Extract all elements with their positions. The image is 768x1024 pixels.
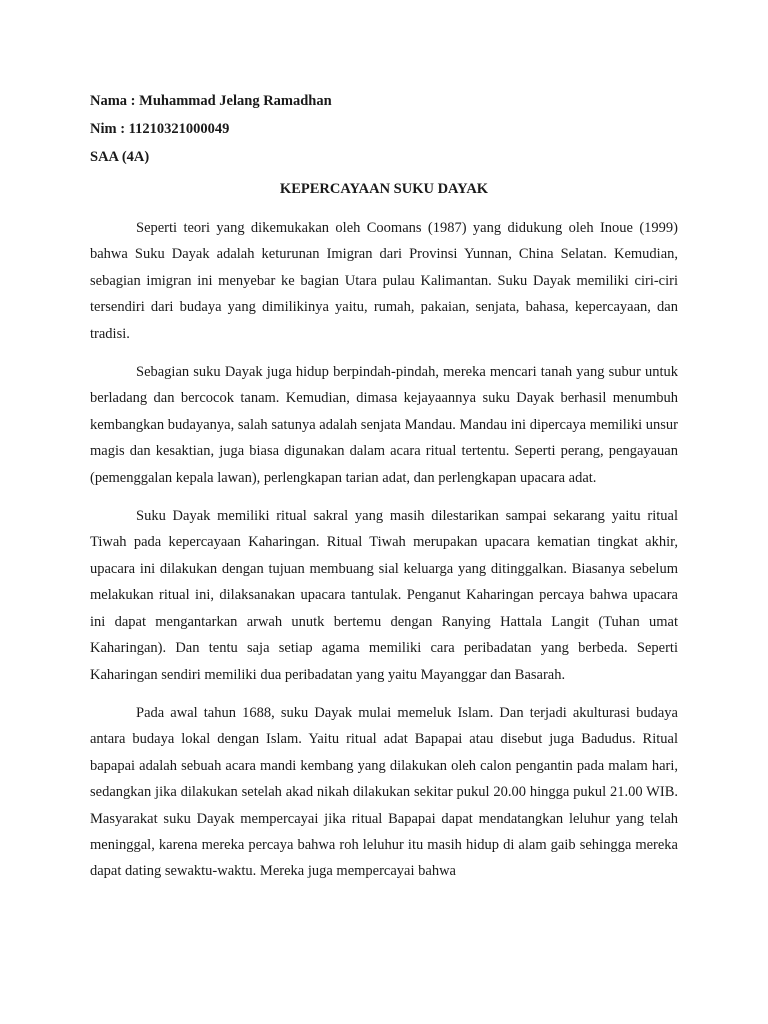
student-info [90, 92, 690, 176]
student-nim: Nim : 11210321000049 [90, 121, 230, 137]
paragraph: Sebagian suku Dayak juga hidup berpindah-pindah, mereka mencari tanah yang subur untuk berladang dan bercocok tanam. Kemudian, dimasa kejayaannya suku Dayak berhasil menumbuh kembangkan budayanya, salah satunya adalah senjata Mandau. Mandau ini dipercaya memiliki unsur magis dan kesaktian, juga biasa digunakan dalam acara ritual tertentu. Seperti perang, pengayauan (pemenggalan kepala lawan), perlengkapan tarian adat, dan perlengkapan upacara adat. [90, 364, 678, 486]
document-title: KEPERCAYAAN SUKU DAYAK [279, 181, 489, 197]
paragraph: Pada awal tahun 1688, suku Dayak mulai memeluk Islam. Dan terjadi akulturasi budaya antara budaya lokal dengan Islam. Yaitu ritual adat Bapapai atau disebut juga Badudus. Ritual bapapai adalah sebuah acara mandi kembang yang dilakukan oleh calon pengantin pada malam hari, sedangkan jika dilakukan setelah akad nikah dilakukan sekitar pukul 20.00 hingga pukul 21.00 WIB. Masyarakat suku Dayak mempercayai jika ritual Bapapai dapat mendatangkan leluhur yang telah meninggal, karena mereka percaya bahwa roh leluhur itu masih hidup di alam gaib sehingga mereka dapat dating sewaktu-waktu. Mereka juga mempercayai bahwa [90, 704, 678, 880]
student-name: Nama : Muhammad Jelang Ramadhan [90, 93, 332, 109]
student-class: SAA (4A) [90, 149, 150, 165]
document-body [90, 215, 678, 885]
paragraph: Seperti teori yang dikemukakan oleh Coomans (1987) yang didukung oleh Inoue (1999) bahwa Suku Dayak adalah keturunan Imigran dari Provinsi Yunnan, China Selatan. Kemudian, sebagian imigran ini menyebar ke bagian Utara pulau Kalimantan. Suku Dayak memiliki ciri-ciri tersendiri dari budaya yang dimilikinya yaitu, rumah, pakaian, senjata, bahasa, kepercayaan, dan tradisi. [90, 220, 678, 342]
paragraph: Suku Dayak memiliki ritual sakral yang masih dilestarikan sampai sekarang yaitu ritual Tiwah pada kepercayaan Kaharingan. Ritual Tiwah merupakan upacara kematian tingkat akhir, upacara ini dilakukan dengan tujuan membuang sial keluarga yang ditinggalkan. Biasanya sebelum melakukan ritual ini, dilaksanakan upacara tantulak. Penganut Kaharingan percaya bahwa upacara ini dapat mengantarkan arwah unutk bertemu dengan Ranying Hattala Langit (Tuhan umat Kaharingan). Dan tentu saja setiap agama memiliki cara peribadatan yang berbeda. Seperti Kaharingan sendiri memiliki dua peribadatan yang yaitu Mayanggar dan Basarah. [90, 508, 678, 683]
